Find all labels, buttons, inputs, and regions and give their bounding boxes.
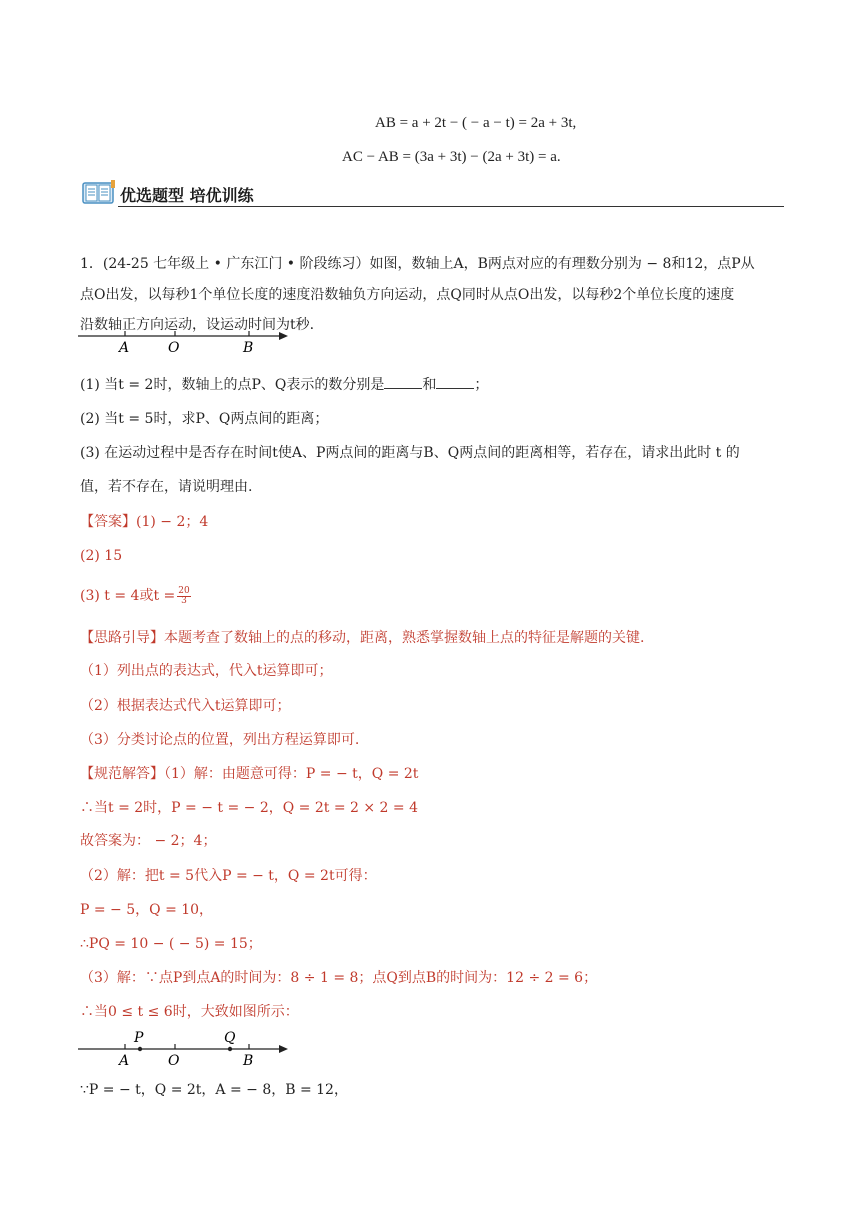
question-3-line-2: 值，若不存在，请说明理由. [80,479,253,495]
number-line-figure-2 [78,1030,298,1070]
number-line-figure [78,327,298,357]
equation-ac-ab: AC − AB = (3a + 3t) − (2a + 3t) = a. [342,149,561,165]
solution-line-1 [80,764,418,784]
hint-label: 【思路引导】 [80,630,164,646]
axis-label-o: O [168,340,180,356]
solution-9: ∵P = − t，Q = 2t，A = − 8，B = 12， [80,1082,348,1098]
blank-p[interactable] [384,376,422,389]
axis2-label-a: A [119,1053,130,1069]
question-1-and: 和 [422,377,437,393]
axis2-label-b: B [243,1053,254,1069]
fraction-numerator: 20 [178,585,190,596]
hint-line [80,628,644,648]
answer-1: (1) − 2；4 [136,514,209,530]
book-icon [82,180,116,206]
solution-6: ∴PQ = 10 − ( − 5) = 15； [80,936,262,952]
answer-2: (2) 15 [80,548,123,564]
blank-q[interactable] [436,376,474,389]
hint-1: （1）列出点的表达式，代入t运算即可； [80,663,333,679]
question-3-line-1: (3) 在运动过程中是否存在时间t使A、P两点间的距离与B、Q两点间的距离相等，若存在，请求出此时 t 的 [80,445,740,461]
question-1 [80,375,488,395]
fraction-20-3 [177,587,190,606]
solution-4: （2）解：把t = 5代入P = − t，Q = 2t可得： [80,868,377,884]
axis-label-a: A [119,340,130,356]
solution-7: （3）解：∵点P到点A的时间为：8 ÷ 1 = 8；点Q到点B的时间为：12 ÷ 2 = 6； [80,970,598,986]
problem-line-3: 沿数轴正方向运动，设运动时间为t秒. [80,317,315,333]
solution-5: P = − 5，Q = 10， [80,902,214,918]
section-divider [118,206,784,207]
fraction-denominator: 3 [181,595,187,606]
solution-label: 【规范解答】 [80,766,164,782]
problem-line-1: 1．(24-25 七年级上 • 广东江门 • 阶段练习）如图，数轴上A，B两点对应的有理数分别为 − 8和12，点P从 [80,256,755,272]
axis-label-b: B [243,340,254,356]
solution-1: （1）解：由题意可得：P = − t，Q = 2t [164,766,419,782]
section-header [82,178,784,208]
question-1-end: ； [474,377,489,393]
answer-3 [80,586,191,606]
problem-line-2: 点O出发，以每秒1个单位长度的速度沿数轴负方向运动，点Q同时从点O出发，以每秒2个单位长度的速度 [80,287,735,303]
axis2-label-q: Q [224,1030,236,1046]
hint-text: 本题考查了数轴上的点的移动，距离，熟悉掌握数轴上点的特征是解题的关键. [164,630,645,646]
answer-line-1 [80,512,208,532]
answer-3-text: (3) t = 4或t = [80,588,176,604]
section-title: 优选题型 培优训练 [120,186,254,205]
axis2-label-o: O [168,1053,180,1069]
hint-3: （3）分类讨论点的位置，列出方程运算即可. [80,732,360,748]
solution-2: ∴当t = 2时，P = − t = − 2，Q = 2t = 2 × 2 = 4 [80,800,418,816]
answer-label: 【答案】 [80,514,136,530]
solution-8: ∴当0 ≤ t ≤ 6时，大致如图所示： [80,1004,299,1020]
question-1-text: (1) 当t = 2时，数轴上的点P、Q表示的数分别是 [80,377,385,393]
solution-3: 故答案为： − 2；4； [80,833,217,849]
question-2: (2) 当t = 5时，求P、Q两点间的距离； [80,411,329,427]
hint-2: （2）根据表达式代入t运算即可； [80,698,291,714]
axis2-label-p: P [134,1030,144,1046]
equation-ab: AB = a + 2t − ( − a − t) = 2a + 3t, [375,115,577,131]
